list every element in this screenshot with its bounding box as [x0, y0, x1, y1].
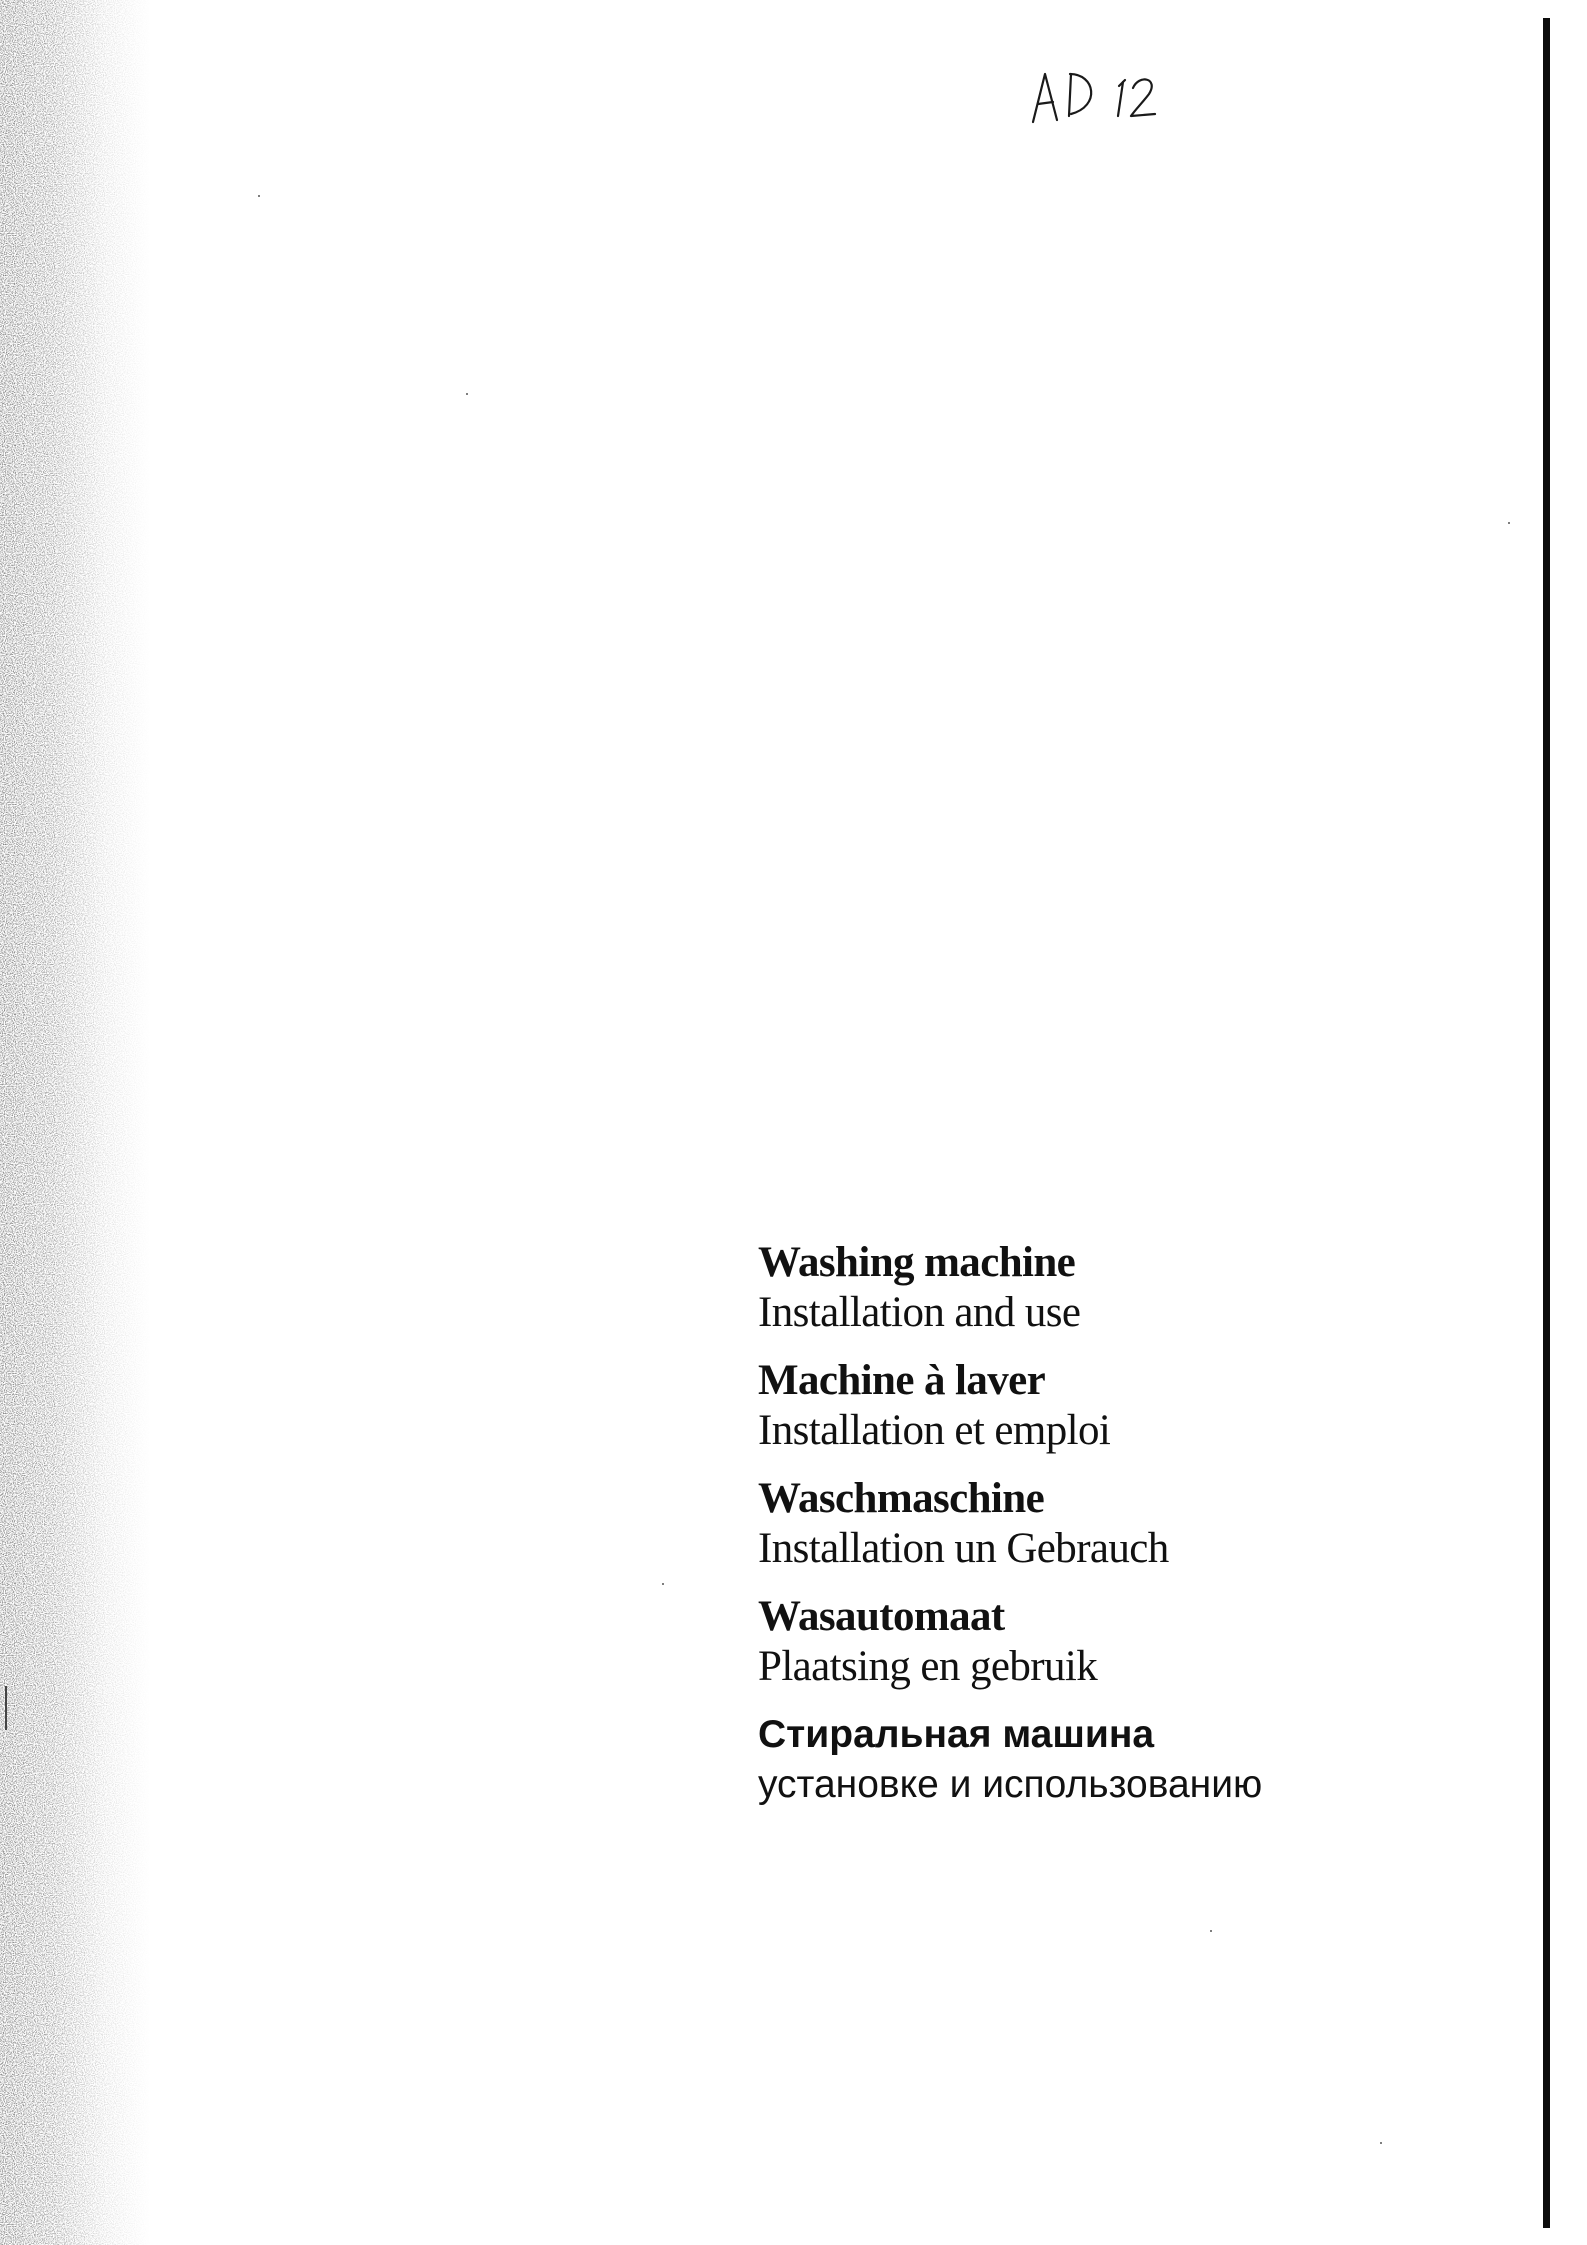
product-subtitle-russian: установке и использованию — [758, 1763, 1263, 1806]
title-entry-german — [758, 1474, 1528, 1574]
title-entry-french — [758, 1356, 1528, 1456]
title-entry-russian — [758, 1710, 1528, 1810]
title-entry-dutch — [758, 1592, 1528, 1692]
scan-margin-mark — [5, 1686, 7, 1730]
scan-speck — [1380, 2142, 1382, 2144]
scan-edge-shadow — [0, 0, 150, 2245]
page-edge-rule — [1543, 18, 1550, 2228]
scan-speck — [466, 393, 468, 395]
scan-speck — [258, 195, 260, 197]
scan-speck — [1210, 1930, 1212, 1932]
product-title-russian: Стиральная машина — [758, 1713, 1155, 1756]
title-entry-english — [758, 1238, 1528, 1338]
product-title-english: Washing machine — [758, 1239, 1076, 1286]
product-subtitle-german: Installation un Gebrauch — [758, 1525, 1169, 1572]
handwritten-code — [1025, 60, 1175, 130]
scan-speck — [1508, 522, 1510, 524]
product-subtitle-english: Installation and use — [758, 1289, 1081, 1336]
scan-speck — [662, 1583, 664, 1585]
product-title-german: Waschmaschine — [758, 1475, 1045, 1522]
product-title-french: Machine à laver — [758, 1357, 1046, 1404]
product-subtitle-french: Installation et emploi — [758, 1407, 1111, 1454]
product-title-block — [758, 1238, 1528, 1828]
product-title-dutch: Wasautomaat — [758, 1593, 1005, 1640]
product-subtitle-dutch: Plaatsing en gebruik — [758, 1643, 1098, 1690]
